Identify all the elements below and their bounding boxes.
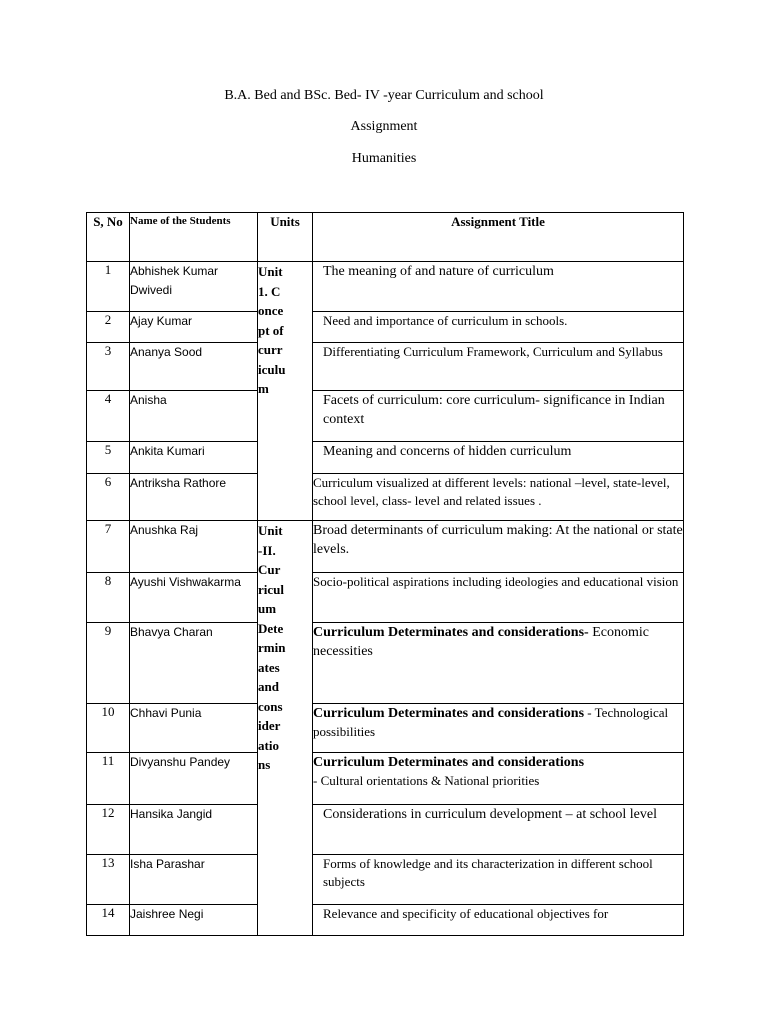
table-row <box>87 573 684 623</box>
row-sno: 4 <box>87 391 130 442</box>
document-title: B.A. Bed and BSc. Bed- IV -year Curriculum and school <box>224 88 544 103</box>
table-row <box>87 623 684 704</box>
row-sno: 7 <box>87 521 130 573</box>
unit-1-cell <box>258 262 313 521</box>
row-student-name: Hansika Jangid <box>130 805 258 855</box>
row-assignment-title: Facets of curriculum: core curriculum- significance in Indian context <box>313 391 684 442</box>
table-row <box>87 753 684 805</box>
header-assignment-title: Assignment Title <box>313 213 684 262</box>
row-sno: 10 <box>87 704 130 753</box>
title-rest-part: - Cultural orientations & National priorities <box>313 773 540 788</box>
row-sno: 12 <box>87 805 130 855</box>
table-row <box>87 474 684 521</box>
document-subject: Humanities <box>351 151 417 166</box>
row-sno: 6 <box>87 474 130 521</box>
table-row <box>87 805 684 855</box>
table-row <box>87 442 684 474</box>
row-assignment-title: Meaning and concerns of hidden curriculum <box>313 442 684 474</box>
row-student-name: Bhavya Charan <box>130 623 258 704</box>
row-assignment-title: Relevance and specificity of educational objectives for <box>313 905 684 936</box>
document-subtitle: Assignment <box>350 119 418 134</box>
row-assignment-title: Differentiating Curriculum Framework, Curriculum and Syllabus <box>313 343 684 391</box>
row-student-name: Ajay Kumar <box>130 312 258 343</box>
row-assignment-title <box>313 753 684 805</box>
row-assignment-title: Need and importance of curriculum in schools. <box>313 312 684 343</box>
row-assignment-title: Socio-political aspirations including ideologies and educational vision <box>313 573 684 623</box>
row-sno: 13 <box>87 855 130 905</box>
title-rest-part: Economic necessities <box>313 625 649 659</box>
row-student-name: Ankita Kumari <box>130 442 258 474</box>
row-assignment-title: Considerations in curriculum development – at school level <box>313 805 684 855</box>
row-assignment-title: The meaning of and nature of curriculum <box>313 262 684 312</box>
table-row <box>87 262 684 312</box>
row-student-name: Isha Parashar <box>130 855 258 905</box>
row-student-name: Anisha <box>130 391 258 442</box>
row-assignment-title: Forms of knowledge and its characterization in different school subjects <box>313 855 684 905</box>
table-row <box>87 391 684 442</box>
title-bold-part: Curriculum Determinates and considerations <box>313 706 585 721</box>
row-assignment-title <box>313 704 684 753</box>
table-row <box>87 343 684 391</box>
unit-1-label: Unit 1. Concept of curriculum <box>258 264 286 396</box>
header-units: Units <box>258 213 313 262</box>
row-assignment-title: Broad determinants of curriculum making: At the national or state levels. <box>313 521 684 573</box>
row-sno: 14 <box>87 905 130 936</box>
row-sno: 2 <box>87 312 130 343</box>
unit-2-cell <box>258 521 313 936</box>
row-sno: 1 <box>87 262 130 312</box>
row-student-name: Jaishree Negi <box>130 905 258 936</box>
title-bold-part: Curriculum Determinates and considerations- <box>313 625 589 640</box>
title-rest-part: - Technological possibilities <box>313 705 669 739</box>
assignment-table <box>86 212 684 936</box>
row-assignment-title <box>313 623 684 704</box>
table-header-row <box>87 213 684 262</box>
header-name: Name of the Students <box>130 213 258 262</box>
row-sno: 9 <box>87 623 130 704</box>
table-row <box>87 704 684 753</box>
table-row <box>87 905 684 936</box>
row-sno: 5 <box>87 442 130 474</box>
row-student-name: Ayushi Vishwakarma <box>130 573 258 623</box>
row-student-name: Anushka Raj <box>130 521 258 573</box>
row-sno: 11 <box>87 753 130 805</box>
row-student-name: Ananya Sood <box>130 343 258 391</box>
row-sno: 8 <box>87 573 130 623</box>
table-row <box>87 312 684 343</box>
table-row <box>87 855 684 905</box>
row-student-name: Chhavi Punia <box>130 704 258 753</box>
unit-2-label: Unit-II. Curriculum Determinates and considerations <box>258 523 286 772</box>
row-assignment-title: Curriculum visualized at different levels: national –level, state-level, school level, class- level and related issues . <box>313 474 684 521</box>
row-student-name: Abhishek Kumar Dwivedi <box>130 262 258 312</box>
row-student-name: Divyanshu Pandey <box>130 753 258 805</box>
row-student-name: Antriksha Rathore <box>130 474 258 521</box>
header-sno: S, No <box>87 213 130 262</box>
table-row <box>87 521 684 573</box>
title-bold-part: Curriculum Determinates and considerations <box>313 755 585 770</box>
row-sno: 3 <box>87 343 130 391</box>
